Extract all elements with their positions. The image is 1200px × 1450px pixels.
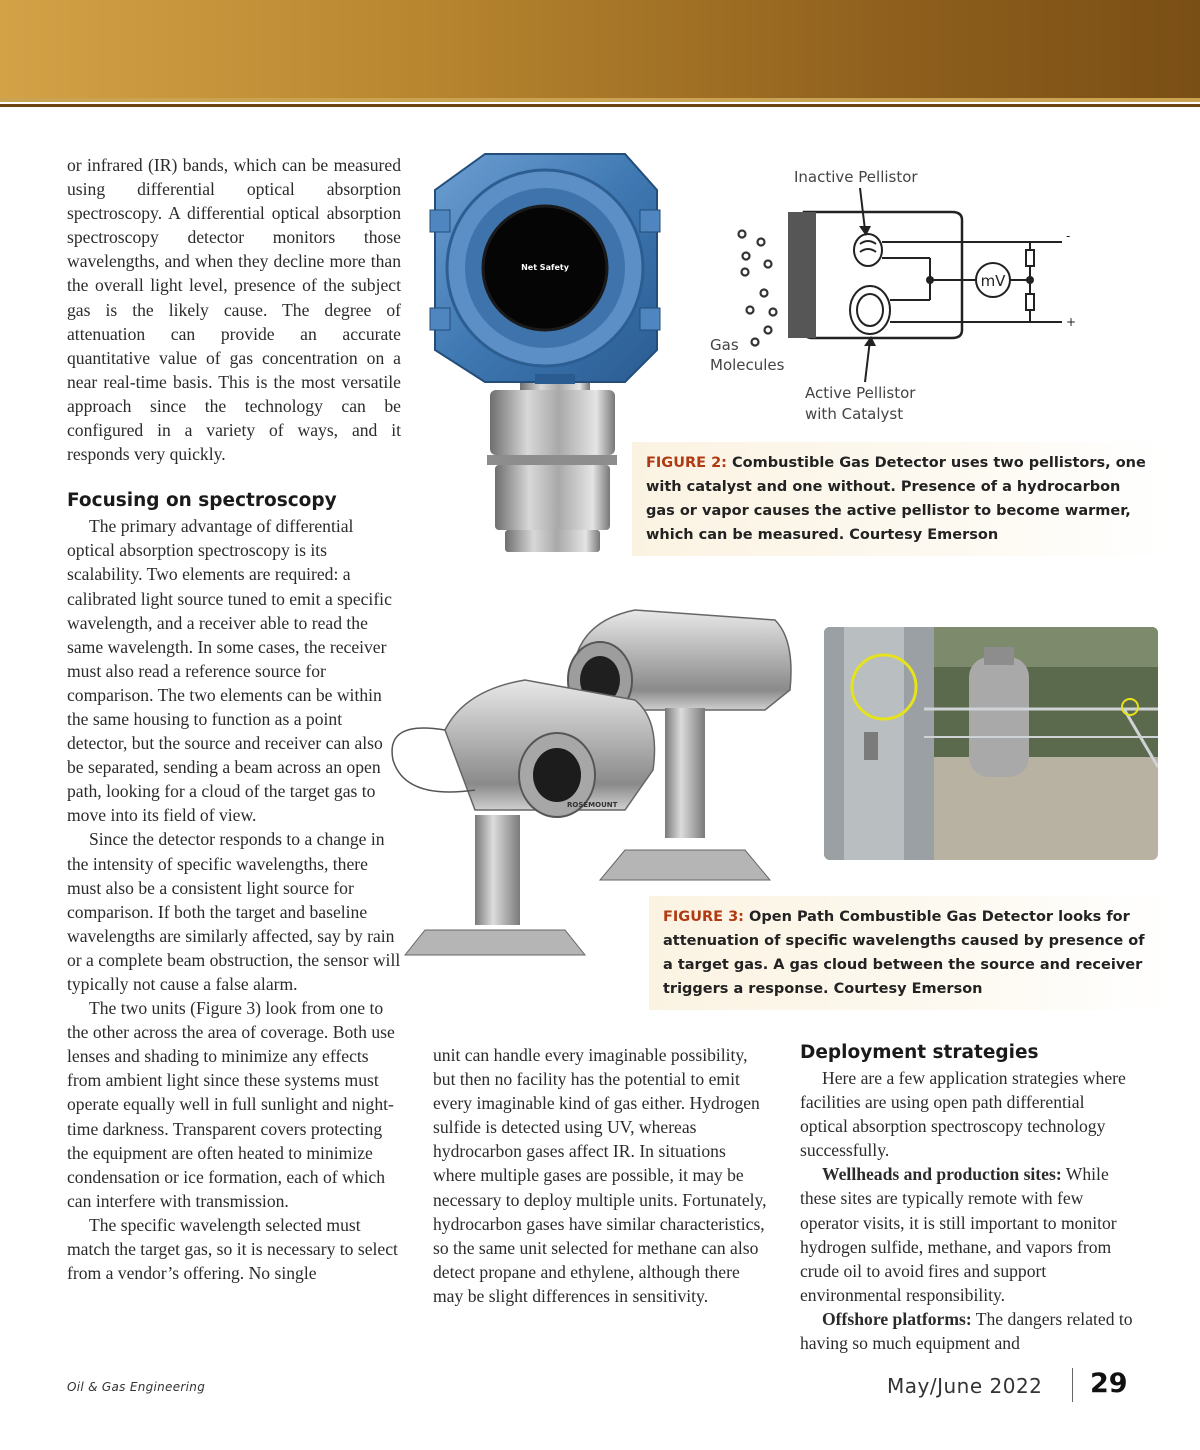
figure-2-detector-photo	[425, 150, 665, 570]
body-paragraph: The two units (Figure 3) look from one to the other across the area of coverage. Both use lenses and shading to minimize any effects from ambient light since these systems must operate equally well in full sunlight and night-time darkness. Transparent covers protecting the equipment are often heated to minimize condensation or ice formation, each of which can interfere with transmission.	[67, 998, 395, 1211]
page-number: 29	[1090, 1368, 1128, 1399]
footer-publication-name: Oil & Gas Engineering	[67, 1380, 206, 1394]
body-text: The dangers related to having so much equipment and	[800, 1308, 1133, 1354]
body-paragraph: The primary advantage of differential optical absorption spectroscopy is its scalability. Two elements are required: a calibrated light source tuned to emit a specific wavelength, and a receiver able to read the same wavelength. In some cases, the receiver must also read a reference source for comparison. The two elements can be within the same housing to function as a point detector, but the source and receiver can also be separated, sending a beam across an open path, looking for a cloud of the target gas to move into its field of view.	[67, 516, 392, 826]
point-gas-detector-icon	[425, 150, 665, 570]
diagram-label-active: Active Pellistor	[805, 384, 916, 402]
body-paragraph: The specific wavelength selected must match the target gas, so it is necessary to select from a vendor’s offering. No single	[67, 1214, 398, 1284]
body-paragraph	[800, 1307, 1134, 1355]
article-column-3	[800, 1040, 1134, 1355]
body-text: While these sites are typically remote with few operator visits, it is still important to monitor hydrogen sulfide, methane, and vapors from crude oil to avoid fires and support environmental responsibility.	[800, 1164, 1117, 1305]
device-brand-label: ROSEMOUNT	[567, 801, 618, 809]
body-paragraph	[800, 1162, 1134, 1307]
section-heading-deployment: Deployment strategies	[800, 1042, 1039, 1063]
figure-2-pellistor-diagram	[700, 160, 1100, 435]
diagram-label-gas: Gas	[710, 336, 739, 354]
figure-2-caption-text: Combustible Gas Detector uses two pellistors, one with catalyst and one without. Presence of a hydrocarbon gas or vapor causes the active pellistor to become warmer, which can be measured. Courtesy Emerson	[646, 455, 1146, 543]
header-rule-dark	[0, 104, 1200, 107]
figure-2-caption	[632, 442, 1168, 556]
diagram-label-inactive: Inactive Pellistor	[794, 168, 918, 186]
figure-3-caption	[649, 896, 1170, 1010]
run-in-heading: Wellheads and production sites:	[822, 1164, 1062, 1185]
footer-divider	[1072, 1368, 1073, 1402]
article-column-2	[433, 1043, 768, 1308]
body-paragraph: Here are a few application strategies where facilities are using open path differential optical absorption spectroscopy technology successfully.	[800, 1068, 1126, 1161]
device-brand-label: Net Safety	[521, 263, 569, 272]
terminal-minus: -	[1066, 229, 1071, 243]
run-in-heading: Offshore platforms:	[822, 1308, 972, 1329]
pellistor-circuit-diagram	[700, 160, 1100, 435]
diagram-label-molecules: Molecules	[710, 356, 785, 374]
body-paragraph: Since the detector responds to a change in the intensity of specific wavelengths, there must also be a consistent light source for comparison. If both the target and baseline wavelengths are similarly affected, say by rain or a complete beam obstruction, the sensor will typically not cause a false alarm.	[67, 829, 401, 994]
millivolt-meter-label: mV	[980, 272, 1006, 290]
footer-issue-date: May/June 2022	[887, 1374, 1043, 1398]
diagram-label-catalyst: with Catalyst	[805, 405, 904, 423]
body-paragraph: unit can handle every imaginable possibility, but then no facility has the potential to emit every imaginable kind of gas either. Hydrogen sulfide is detected using UV, whereas hydrocarbon gases affect IR. In situations where multiple gases are possible, it may be necessary to deploy multiple units. Fortunately, hydrocarbon gases have similar characteristics, so the same unit selected for methane can also detect propane and ethylene, although there may be slight differences in sensitivity.	[433, 1045, 767, 1306]
section-heading-spectroscopy: Focusing on spectroscopy	[67, 490, 337, 512]
figure-3-caption-text: Open Path Combustible Gas Detector looks for attenuation of specific wavelengths caused by presence of a target gas. A gas cloud between the source and receiver triggers a response. Courtesy Emerson	[663, 909, 1145, 997]
article-column-1	[67, 153, 401, 1285]
figure-2-label: FIGURE 2:	[646, 455, 727, 471]
intro-paragraph: or infrared (IR) bands, which can be measured using differential optical absorption spectroscopy. A differential optical absorption spectroscopy detector monitors those wavelengths, and when they decline more than the overall light level, presence of the subject gas is the likely cause. The degree of attenuation can provide an accurate quantitative value of gas concentration on a near real-time basis. This is the most versatile approach since the technology can be configured in a variety of ways, and it responds very quickly.	[67, 155, 401, 465]
figure-3-label: FIGURE 3:	[663, 909, 744, 925]
oilfield-site-photo	[824, 627, 1158, 860]
figure-3-site-photo	[824, 627, 1158, 860]
header-banner	[0, 0, 1200, 98]
terminal-plus: +	[1066, 315, 1077, 329]
